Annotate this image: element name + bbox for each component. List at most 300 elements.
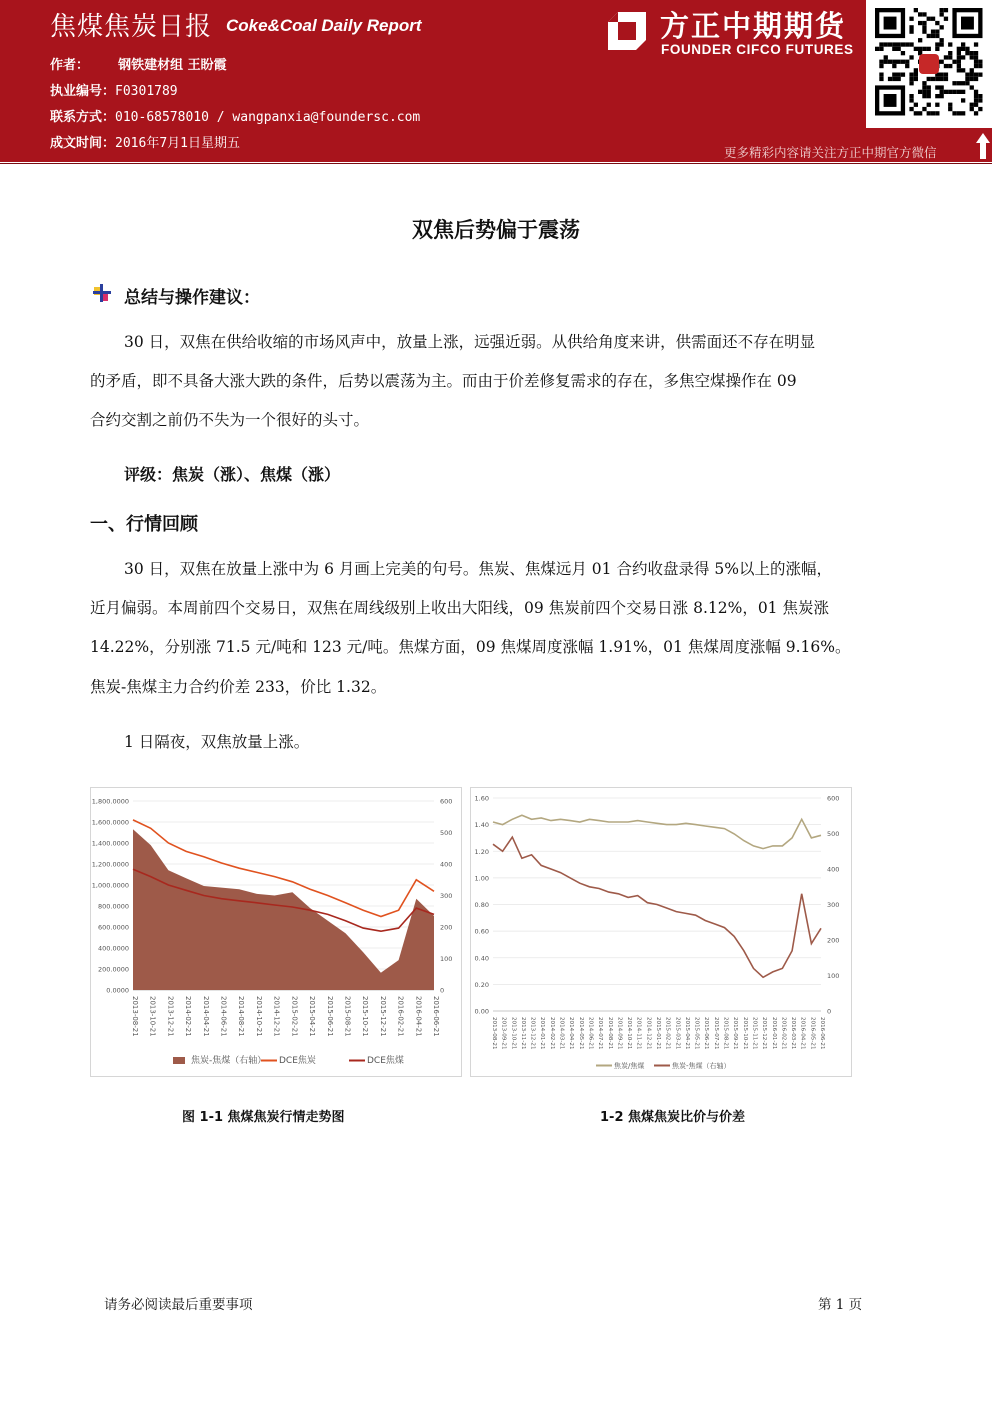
x-tick-label: 2014-08-21 (237, 996, 246, 1037)
qr-module (897, 73, 901, 77)
qr-module (978, 94, 982, 98)
qr-module (888, 42, 892, 46)
qr-module (957, 68, 961, 72)
qr-module (970, 103, 974, 107)
y2-tick-label: 300 (440, 892, 453, 900)
footer-disclaimer: 请务必阅读最后重要事项 (104, 1297, 253, 1313)
header-divider (0, 163, 992, 164)
qr-module (952, 60, 956, 64)
qr-module (974, 111, 978, 115)
qr-module (940, 77, 944, 81)
summary-line-1: 30 日，双焦在供给收缩的市场风声中，放量上涨，远强近弱。从供给角度来讲，供需面还不存在明显 (124, 333, 816, 351)
qr-module (909, 81, 913, 85)
qr-module (879, 64, 883, 68)
qr-module (892, 42, 896, 46)
qr-module (940, 8, 944, 12)
y-tick-label: 1.60 (474, 794, 489, 803)
x-tick-label: 2015-07-21 (712, 1017, 719, 1050)
chart-2-ratio-spread (470, 787, 852, 1077)
qr-module (909, 107, 913, 111)
x-tick-label: 2015-04-21 (683, 1017, 690, 1050)
qr-module (940, 38, 944, 42)
y2-tick-label: 600 (440, 797, 453, 806)
qr-module (931, 111, 935, 115)
qr-module (909, 30, 913, 34)
y2-tick-label: 400 (827, 865, 840, 874)
x-tick-label: 2014-03-21 (558, 1017, 565, 1050)
author-line (50, 54, 227, 73)
qr-module (957, 111, 961, 115)
qr-module (974, 55, 978, 59)
x-tick-label: 2016-05-21 (809, 1017, 816, 1050)
y2-tick-label: 500 (440, 829, 453, 837)
qr-module (961, 55, 965, 59)
qr-module (927, 85, 931, 89)
qr-module (922, 81, 926, 85)
x-tick-label: 2014-09-21 (616, 1017, 623, 1050)
x-tick-label: 2014-06-21 (219, 996, 228, 1037)
qr-module (922, 85, 926, 89)
qr-module (884, 60, 888, 64)
x-tick-label: 2015-09-21 (732, 1017, 739, 1050)
qr-module (922, 90, 926, 94)
qr-module (914, 47, 918, 51)
series-line (493, 815, 821, 848)
qr-module (970, 51, 974, 55)
qr-module (918, 111, 922, 115)
qr-module (927, 77, 931, 81)
contact-value[interactable]: 010-68578010 / wangpanxia@foundersc.com (115, 110, 421, 125)
x-tick-label: 2013-09-21 (500, 1017, 507, 1050)
x-tick-label: 2014-04-21 (568, 1017, 575, 1050)
figure-1-caption: 图 1-1 焦煤焦炭行情走势图 (182, 1110, 345, 1125)
legend-label: 焦炭/焦煤 (614, 1062, 645, 1070)
summary-line-2: 的矛盾，即不具备大涨大跌的条件，后势以震荡为主。而由于价差修复需求的存在，多焦空煤操作在 09 (90, 372, 797, 390)
qr-module (944, 77, 948, 81)
series-area (133, 829, 434, 990)
document-title: 双焦后势偏于震荡 (412, 218, 580, 242)
report-title: 焦煤焦炭日报 (50, 12, 213, 42)
qr-finder-center (961, 17, 974, 30)
qr-module (935, 30, 939, 34)
qr-module (957, 81, 961, 85)
qr-module (970, 68, 974, 72)
x-tick-label: 2016-04-21 (414, 996, 423, 1037)
rating-line: 评级：焦炭（涨）、焦煤（涨） (124, 465, 341, 484)
qr-module (961, 81, 965, 85)
qr-module (974, 98, 978, 102)
qr-module (935, 111, 939, 115)
x-tick-label: 2015-11-21 (751, 1017, 758, 1050)
qr-module (897, 60, 901, 64)
legend-label: 焦炭-焦煤（右轴） (191, 1056, 267, 1066)
chart-1-svg (91, 788, 461, 1076)
qr-module (927, 111, 931, 115)
qr-module (909, 25, 913, 29)
x-tick-label: 2014-12-21 (645, 1017, 652, 1050)
qr-module (892, 60, 896, 64)
qr-module (909, 77, 913, 81)
x-tick-label: 2015-04-21 (308, 996, 317, 1037)
series-line (493, 837, 821, 977)
x-tick-label: 2015-12-21 (761, 1017, 768, 1050)
qr-module (918, 12, 922, 16)
qr-module (922, 47, 926, 51)
y2-tick-label: 200 (827, 936, 840, 945)
qr-module (879, 42, 883, 46)
qr-module (965, 47, 969, 51)
x-tick-label: 2014-02-21 (548, 1017, 555, 1050)
qr-module (935, 47, 939, 51)
qr-module (940, 94, 944, 98)
qr-module (940, 25, 944, 29)
qr-module (922, 25, 926, 29)
qr-module (918, 47, 922, 51)
qr-module (978, 107, 982, 111)
y-tick-label: 600.0000 (97, 923, 129, 932)
x-tick-label: 2014-06-21 (587, 1017, 594, 1050)
qr-module (888, 77, 892, 81)
qr-module (978, 98, 982, 102)
qr-module (879, 77, 883, 81)
qr-module (922, 12, 926, 16)
qr-finder-center (884, 94, 897, 107)
qr-module (931, 17, 935, 21)
y2-tick-label: 400 (440, 860, 453, 869)
x-tick-label: 2013-08-21 (491, 1017, 497, 1050)
qr-module (901, 51, 905, 55)
qr-module (884, 55, 888, 59)
author-label: 作者： (50, 58, 90, 73)
qr-module (922, 94, 926, 98)
x-tick-label: 2014-01-21 (539, 1017, 546, 1050)
date-line (50, 132, 240, 151)
qr-module (931, 77, 935, 81)
qr-module (935, 42, 939, 46)
qr-module (909, 55, 913, 59)
license-line (50, 80, 178, 99)
qr-module (965, 51, 969, 55)
y2-tick-label: 0 (440, 986, 445, 995)
x-tick-label: 2016-02-21 (396, 996, 405, 1037)
qr-module (957, 55, 961, 59)
qr-module (944, 90, 948, 94)
legend-label: 焦炭-焦煤（右轴） (672, 1062, 731, 1070)
section-market-review-heading: 一、行情回顾 (90, 514, 198, 535)
qr-module (974, 73, 978, 77)
legend-label: DCE焦炭 (279, 1056, 316, 1066)
x-tick-label: 2014-04-21 (201, 996, 210, 1037)
x-tick-label: 2013-08-21 (131, 996, 139, 1037)
date-value: 2016年7月1日星期五 (115, 136, 240, 151)
qr-module (901, 42, 905, 46)
y-tick-label: 800.0000 (97, 902, 129, 911)
qr-module (978, 73, 982, 77)
y-tick-label: 0.60 (474, 927, 489, 936)
qr-module (948, 42, 952, 46)
wechat-qr-code[interactable] (866, 0, 992, 128)
x-tick-label: 2016-01-21 (770, 1017, 777, 1050)
qr-module (909, 42, 913, 46)
qr-module (897, 47, 901, 51)
y2-tick-label: 300 (827, 901, 840, 909)
x-tick-label: 2016-03-21 (790, 1017, 797, 1050)
qr-center-logo-icon (919, 54, 939, 74)
x-tick-label: 2015-06-21 (325, 996, 334, 1037)
qr-module (918, 38, 922, 42)
x-tick-label: 2014-10-21 (626, 1017, 633, 1050)
qr-module (957, 60, 961, 64)
qr-module (927, 47, 931, 51)
qr-module (961, 90, 965, 94)
contact-label: 联系方式： (50, 110, 116, 125)
x-tick-label: 2014-07-21 (597, 1017, 604, 1050)
report-subtitle: Coke&Coal Daily Report (226, 16, 422, 35)
qr-module (897, 42, 901, 46)
x-tick-label: 2015-10-21 (361, 996, 370, 1037)
qr-module (888, 60, 892, 64)
y-tick-label: 0.20 (474, 980, 489, 989)
qr-module (905, 42, 909, 46)
qr-module (961, 47, 965, 51)
qr-module (914, 73, 918, 77)
qr-module (974, 103, 978, 107)
qr-module (914, 8, 918, 12)
qr-module (957, 90, 961, 94)
y-tick-label: 1,400.0000 (91, 839, 129, 848)
arrow-up-icon (975, 132, 991, 160)
qr-module (974, 60, 978, 64)
qr-module (961, 98, 965, 102)
qr-module (944, 64, 948, 68)
summary-heading: 总结与操作建议： (124, 288, 260, 308)
author-value: 钢铁建材组 王盼霞 (118, 58, 227, 73)
qr-module (974, 90, 978, 94)
qr-module (922, 21, 926, 25)
qr-module (892, 64, 896, 68)
y2-tick-label: 100 (827, 972, 840, 980)
qr-module (927, 34, 931, 38)
qr-module (978, 60, 982, 64)
license-value: F0301789 (115, 84, 178, 99)
qr-module (909, 73, 913, 77)
bullet-marker-icon (92, 283, 112, 303)
contact-line (50, 106, 420, 125)
qr-module (922, 107, 926, 111)
legend-swatch (173, 1057, 185, 1064)
qr-module (918, 21, 922, 25)
qr-module (944, 8, 948, 12)
qr-module (944, 73, 948, 77)
qr-module (892, 77, 896, 81)
qr-module (914, 103, 918, 107)
summary-line-3: 合约交割之前仍不失为一个很好的头寸。 (90, 411, 370, 429)
y2-tick-label: 600 (827, 794, 840, 803)
chart-1-price-trend (90, 787, 462, 1077)
logo-english-name: FOUNDER CIFCO FUTURES (661, 42, 854, 57)
qr-module (970, 85, 974, 89)
y-tick-label: 0.00 (474, 1007, 489, 1016)
qr-module (957, 47, 961, 51)
x-tick-label: 2013-10-21 (510, 1017, 517, 1050)
y-tick-label: 1,800.0000 (91, 797, 129, 806)
qr-module (940, 73, 944, 77)
qr-module (965, 77, 969, 81)
qr-module (948, 107, 952, 111)
qr-module (914, 68, 918, 72)
qr-module (909, 98, 913, 102)
x-tick-label: 2015-06-21 (703, 1017, 710, 1050)
qr-module (952, 111, 956, 115)
x-tick-label: 2014-12-21 (272, 996, 281, 1037)
qr-module (948, 64, 952, 68)
x-tick-label: 2015-08-21 (722, 1017, 729, 1050)
qr-module (961, 68, 965, 72)
qr-module (944, 55, 948, 59)
x-tick-label: 2015-02-21 (664, 1017, 671, 1050)
qr-module (974, 77, 978, 81)
qr-module (875, 47, 879, 51)
qr-module (970, 77, 974, 81)
qr-module (931, 34, 935, 38)
qr-module (884, 42, 888, 46)
qr-module (879, 73, 883, 77)
qr-module (944, 17, 948, 21)
qr-module (961, 111, 965, 115)
qr-module (901, 60, 905, 64)
qr-module (970, 73, 974, 77)
x-tick-label: 2013-12-21 (166, 996, 175, 1037)
qr-module (927, 17, 931, 21)
x-tick-label: 2014-05-21 (577, 1017, 584, 1050)
qr-code-icon (866, 0, 992, 128)
qr-module (897, 77, 901, 81)
qr-module (974, 42, 978, 46)
x-tick-label: 2014-02-21 (184, 996, 193, 1037)
x-tick-label: 2014-10-21 (254, 996, 263, 1037)
qr-module (965, 81, 969, 85)
footer-page-number: 第 1 页 (818, 1297, 863, 1313)
qr-module (935, 94, 939, 98)
qr-module (918, 90, 922, 94)
y2-tick-label: 500 (827, 830, 840, 838)
y-tick-label: 200.0000 (97, 965, 129, 974)
qr-module (970, 55, 974, 59)
y-tick-label: 1.20 (474, 847, 489, 856)
x-tick-label: 2015-12-21 (378, 996, 387, 1037)
qr-finder-center (884, 17, 897, 30)
qr-module (879, 47, 883, 51)
x-tick-label: 2015-10-21 (741, 1017, 748, 1050)
y-tick-label: 1.40 (474, 821, 489, 830)
qr-module (974, 64, 978, 68)
qr-module (905, 60, 909, 64)
y-tick-label: 1,200.0000 (91, 860, 129, 869)
qr-module (935, 85, 939, 89)
qr-module (940, 42, 944, 46)
y2-tick-label: 100 (440, 955, 453, 963)
qr-module (957, 51, 961, 55)
qr-module (879, 60, 883, 64)
report-header (0, 0, 992, 162)
qr-module (892, 47, 896, 51)
qr-module (927, 103, 931, 107)
x-tick-label: 2015-08-21 (343, 996, 352, 1037)
qr-module (922, 30, 926, 34)
qr-module (940, 60, 944, 64)
date-label: 成文时间： (50, 136, 116, 151)
qr-module (940, 12, 944, 16)
x-tick-label: 2014-11-21 (635, 1017, 642, 1050)
chart-2-svg (471, 788, 851, 1076)
review-line-3: 14.22%，分别涨 71.5 元/吨和 123 元/吨。焦煤方面，09 焦煤周度涨幅 1.91%，01 焦煤周度涨幅 9.16%。 (90, 638, 851, 656)
license-label: 执业编号： (50, 84, 116, 99)
qr-module (931, 30, 935, 34)
qr-module (974, 94, 978, 98)
qr-module (914, 111, 918, 115)
x-tick-label: 2015-03-21 (674, 1017, 681, 1050)
logo-chinese-name: 方正中期期货 (660, 9, 847, 43)
qr-module (935, 21, 939, 25)
x-tick-label: 2016-04-21 (799, 1017, 806, 1050)
follow-wechat-text: 更多精彩内容请关注方正中期官方微信 (724, 145, 937, 160)
qr-module (892, 73, 896, 77)
review-line-2: 近月偏弱。本周前四个交易日，双焦在周线级别上收出大阳线，09 焦炭前四个交易日涨 8.12%，01 焦炭涨 (90, 599, 829, 617)
qr-module (914, 77, 918, 81)
x-tick-label: 2015-01-21 (655, 1017, 661, 1050)
qr-module (927, 94, 931, 98)
overnight-line: 1 日隔夜，双焦放量上涨。 (124, 733, 310, 751)
qr-module (909, 94, 913, 98)
qr-module (935, 103, 939, 107)
qr-module (952, 81, 956, 85)
y-tick-label: 1,000.0000 (91, 881, 129, 890)
review-line-1: 30 日，双焦在放量上涨中为 6 月画上完美的句号。焦炭、焦煤远月 01 合约收盘录得 5%以上的涨幅， (124, 560, 832, 578)
qr-module (940, 85, 944, 89)
qr-module (909, 17, 913, 21)
qr-module (901, 73, 905, 77)
x-tick-label: 2014-08-21 (606, 1017, 613, 1050)
qr-module (957, 64, 961, 68)
qr-module (978, 64, 982, 68)
qr-module (948, 51, 952, 55)
qr-module (974, 51, 978, 55)
review-line-4: 焦炭-焦煤主力合约价差 233，价比 1.32。 (90, 678, 387, 696)
qr-module (948, 103, 952, 107)
qr-module (952, 90, 956, 94)
y-tick-label: 400.0000 (97, 944, 129, 953)
y2-tick-label: 0 (827, 1007, 832, 1016)
y-tick-label: 0.40 (474, 954, 489, 963)
x-tick-label: 2015-05-21 (693, 1017, 700, 1050)
y-tick-label: 1,600.0000 (91, 818, 129, 827)
x-tick-label: 2013-10-21 (148, 996, 157, 1037)
y-tick-label: 0.80 (474, 901, 489, 909)
x-tick-label: 2015-02-21 (290, 996, 299, 1037)
figure-2-caption: 1-2 焦煤焦炭比价与价差 (600, 1110, 746, 1125)
legend-label: DCE焦煤 (367, 1056, 404, 1066)
qr-module (905, 64, 909, 68)
qr-module (935, 34, 939, 38)
qr-module (948, 90, 952, 94)
qr-module (935, 77, 939, 81)
founder-logo-icon (604, 8, 650, 54)
qr-module (961, 42, 965, 46)
qr-module (927, 90, 931, 94)
qr-module (970, 107, 974, 111)
x-tick-label: 2016-06-21 (819, 1017, 825, 1050)
y-tick-label: 0.0000 (106, 986, 129, 995)
